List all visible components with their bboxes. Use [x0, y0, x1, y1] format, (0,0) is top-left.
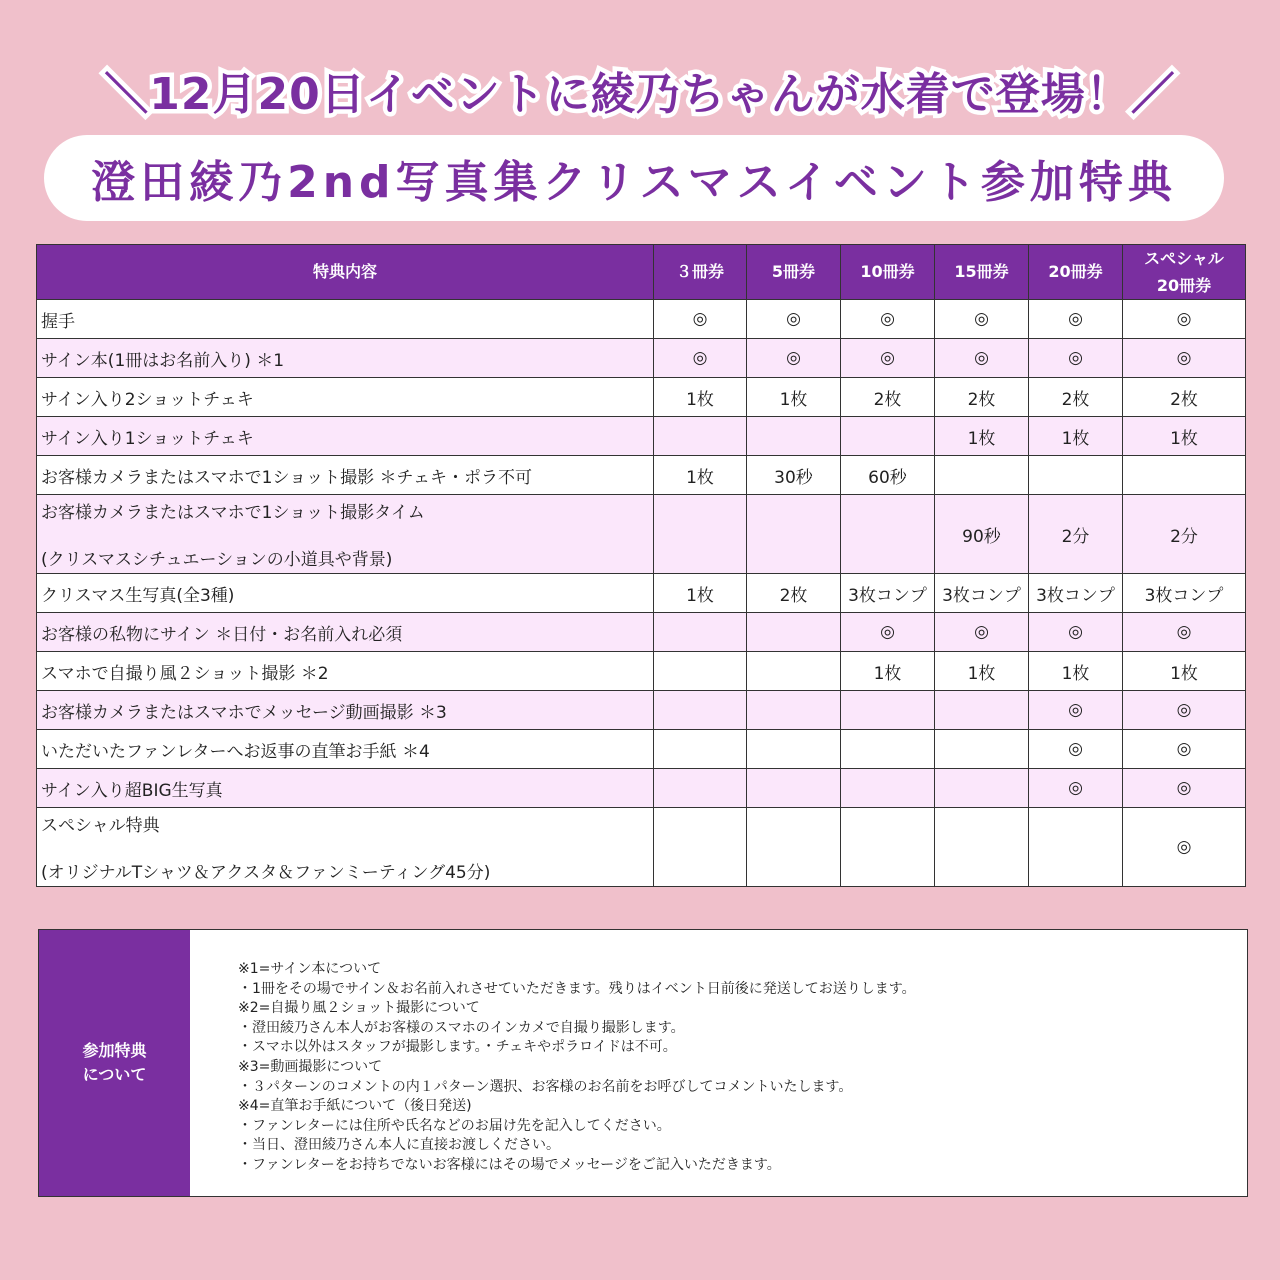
page-title: 澄田綾乃2nd写真集クリスマスイベント参加特典 — [91, 157, 1177, 208]
table-cell: ◎ — [841, 300, 935, 339]
note-line: ・当日、澄田綾乃さん本人に直接お渡しください。 — [238, 1137, 560, 1154]
note-line: ・澄田綾乃さん本人がお客様のスマホのインカメで自撮り撮影します。 — [238, 1019, 685, 1036]
table-cell — [654, 769, 747, 808]
table-cell — [1029, 456, 1123, 495]
table-cell: 1枚 — [935, 417, 1029, 456]
table-cell — [841, 730, 935, 769]
table-cell: 1枚 — [841, 652, 935, 691]
benefit-label — [37, 613, 654, 652]
benefit-label-text: お客様の私物にサイン ＊日付・お名前入れ必須 — [41, 624, 403, 645]
table-cell — [654, 691, 747, 730]
table-cell: ◎ — [935, 339, 1029, 378]
table-cell: 1枚 — [654, 378, 747, 417]
table-row — [37, 730, 1246, 769]
note-line: ・３パターンのコメントの内１パターン選択、お客様のお名前をお呼びしてコメントいたします。 — [238, 1078, 853, 1095]
table-cell: ◎ — [1123, 769, 1246, 808]
benefit-label — [37, 652, 654, 691]
table-cell: ◎ — [1029, 730, 1123, 769]
table-header-row — [37, 245, 1246, 300]
note-line: ・ファンレターをお持ちでないお客様にはその場でメッセージをご記入いただきます。 — [238, 1156, 781, 1173]
table-cell: 2枚 — [841, 378, 935, 417]
column-header: 10冊券 — [841, 245, 935, 300]
table-row — [37, 691, 1246, 730]
table-cell — [747, 613, 841, 652]
benefit-label-text: サイン本(1冊はお名前入り) ＊1 — [41, 350, 285, 371]
table-cell — [841, 691, 935, 730]
table-cell: ◎ — [654, 300, 747, 339]
notes-side-line2: について — [82, 1065, 147, 1084]
benefit-label-text: サイン入り2ショットチェキ — [41, 389, 254, 410]
table-row — [37, 652, 1246, 691]
table-cell — [935, 456, 1029, 495]
table-cell: ◎ — [841, 613, 935, 652]
table-cell: ◎ — [1029, 769, 1123, 808]
event-headline-text: ＼12月20日イベントに綾乃ちゃんが水着で登場！／ — [104, 69, 1176, 120]
column-header — [1123, 245, 1246, 300]
benefits-table — [36, 244, 1246, 887]
note-line: ※2=自撮り風２ショット撮影について — [238, 1000, 480, 1017]
table-cell — [654, 613, 747, 652]
table-cell: 2分 — [1123, 495, 1246, 574]
table-cell — [1123, 456, 1246, 495]
table-row — [37, 613, 1246, 652]
table-cell: 90秒 — [935, 495, 1029, 574]
notes-body — [190, 930, 916, 1196]
table-cell — [841, 808, 935, 887]
table-cell: 2枚 — [1029, 378, 1123, 417]
table-cell — [654, 730, 747, 769]
table-row — [37, 300, 1246, 339]
benefit-label — [37, 574, 654, 613]
table-cell — [747, 495, 841, 574]
note-line: ※3=動画撮影について — [238, 1058, 383, 1075]
table-cell — [747, 730, 841, 769]
table-cell — [654, 495, 747, 574]
table-row — [37, 574, 1246, 613]
notes-box — [38, 929, 1248, 1197]
column-header-benefit: 特典内容 — [37, 245, 654, 300]
table-cell: ◎ — [1123, 808, 1246, 887]
table-row — [37, 456, 1246, 495]
note-line: ・ファンレターには住所や氏名などのお届け先を記入してください。 — [238, 1117, 671, 1134]
title-banner — [44, 135, 1224, 221]
benefit-label-text: スマホで自撮り風２ショット撮影 ＊2 — [41, 663, 329, 684]
table-cell: ◎ — [1123, 691, 1246, 730]
table-cell: 2枚 — [935, 378, 1029, 417]
benefit-label — [37, 730, 654, 769]
benefit-label-text: お客様カメラまたはスマホで1ショット撮影タイム — [41, 503, 425, 523]
table-cell: ◎ — [935, 300, 1029, 339]
note-line: ※4=直筆お手紙について（後日発送) — [238, 1098, 472, 1115]
table-cell — [654, 808, 747, 887]
benefit-label-text: サイン入り1ショットチェキ — [41, 428, 254, 449]
table-cell: ◎ — [654, 339, 747, 378]
benefit-label-text: お客様カメラまたはスマホでメッセージ動画撮影 ＊3 — [41, 702, 447, 723]
benefit-label — [37, 339, 654, 378]
table-cell: ◎ — [1123, 339, 1246, 378]
benefit-label — [37, 808, 654, 887]
table-cell — [935, 808, 1029, 887]
table-cell: 2分 — [1029, 495, 1123, 574]
table-cell — [935, 730, 1029, 769]
column-header: ３冊券 — [654, 245, 747, 300]
table-cell — [747, 417, 841, 456]
benefit-label-text: お客様カメラまたはスマホで1ショット撮影 ＊チェキ・ポラ不可 — [41, 467, 533, 488]
benefit-label-text: サイン入り超BIG生写真 — [41, 780, 223, 801]
table-cell — [841, 495, 935, 574]
benefit-label — [37, 300, 654, 339]
table-cell: 60秒 — [841, 456, 935, 495]
note-line: ・スマホ以外はスタッフが撮影します。・チェキやポラロイドは不可。 — [238, 1039, 677, 1056]
table-row — [37, 495, 1246, 574]
table-cell: ◎ — [1029, 613, 1123, 652]
benefit-label-text: 握手 — [41, 311, 75, 332]
column-header: 20冊券 — [1029, 245, 1123, 300]
benefit-label — [37, 495, 654, 574]
table-cell: 1枚 — [1029, 652, 1123, 691]
table-cell: ◎ — [1123, 730, 1246, 769]
table-cell: 3枚コンプ — [1123, 574, 1246, 613]
benefit-label — [37, 769, 654, 808]
table-cell: 3枚コンプ — [841, 574, 935, 613]
benefit-label — [37, 456, 654, 495]
table-cell — [1029, 808, 1123, 887]
table-cell: 1枚 — [654, 456, 747, 495]
note-line: ・1冊をその場でサイン＆お名前入れさせていただきます。残りはイベント日前後に発送してお送りします。 — [238, 980, 916, 997]
table-cell — [747, 652, 841, 691]
table-cell — [935, 691, 1029, 730]
table-cell: 1枚 — [654, 574, 747, 613]
table-cell: ◎ — [1123, 300, 1246, 339]
table-cell: ◎ — [1029, 300, 1123, 339]
table-cell: 3枚コンプ — [935, 574, 1029, 613]
column-header: 15冊券 — [935, 245, 1029, 300]
benefit-label-text: クリスマス生写真(全3種) — [41, 585, 235, 606]
table-cell — [747, 769, 841, 808]
table-row — [37, 808, 1246, 887]
table-cell: 1枚 — [747, 378, 841, 417]
benefit-label-text: いただいたファンレターへお返事の直筆お手紙 ＊4 — [41, 741, 430, 762]
table-cell — [654, 417, 747, 456]
table-cell — [654, 652, 747, 691]
column-header: 5冊券 — [747, 245, 841, 300]
table-cell: ◎ — [1029, 691, 1123, 730]
note-line: ※1=サイン本について — [238, 961, 382, 977]
table-cell: 30秒 — [747, 456, 841, 495]
table-cell: ◎ — [1123, 613, 1246, 652]
table-cell — [747, 808, 841, 887]
table-row — [37, 378, 1246, 417]
table-cell: 1枚 — [935, 652, 1029, 691]
table-cell: 3枚コンプ — [1029, 574, 1123, 613]
table-cell — [747, 691, 841, 730]
notes-side-label — [39, 930, 190, 1196]
table-cell: ◎ — [747, 339, 841, 378]
table-cell: 1枚 — [1123, 652, 1246, 691]
benefit-label — [37, 691, 654, 730]
table-cell: ◎ — [935, 613, 1029, 652]
benefit-label-sub: (オリジナルTシャツ＆アクスタ＆ファンミーティング45分) — [41, 863, 491, 883]
benefit-label — [37, 417, 654, 456]
table-cell: 2枚 — [1123, 378, 1246, 417]
benefit-label — [37, 378, 654, 417]
table-cell — [841, 769, 935, 808]
notes-side-line1: 参加特典 — [82, 1041, 147, 1060]
table-row — [37, 339, 1246, 378]
table-row — [37, 417, 1246, 456]
table-cell: 1枚 — [1029, 417, 1123, 456]
table-cell: 2枚 — [747, 574, 841, 613]
table-cell: ◎ — [841, 339, 935, 378]
table-cell — [841, 417, 935, 456]
column-header-special: スペシャル 20冊券 — [1144, 249, 1224, 295]
table-cell: ◎ — [1029, 339, 1123, 378]
table-cell — [935, 769, 1029, 808]
benefit-label-sub: (クリスマスシチュエーションの小道具や背景) — [41, 550, 393, 570]
event-headline — [0, 58, 1280, 122]
table-row — [37, 769, 1246, 808]
benefit-label-text: スペシャル特典 — [41, 816, 160, 836]
table-cell: ◎ — [747, 300, 841, 339]
table-cell: 1枚 — [1123, 417, 1246, 456]
